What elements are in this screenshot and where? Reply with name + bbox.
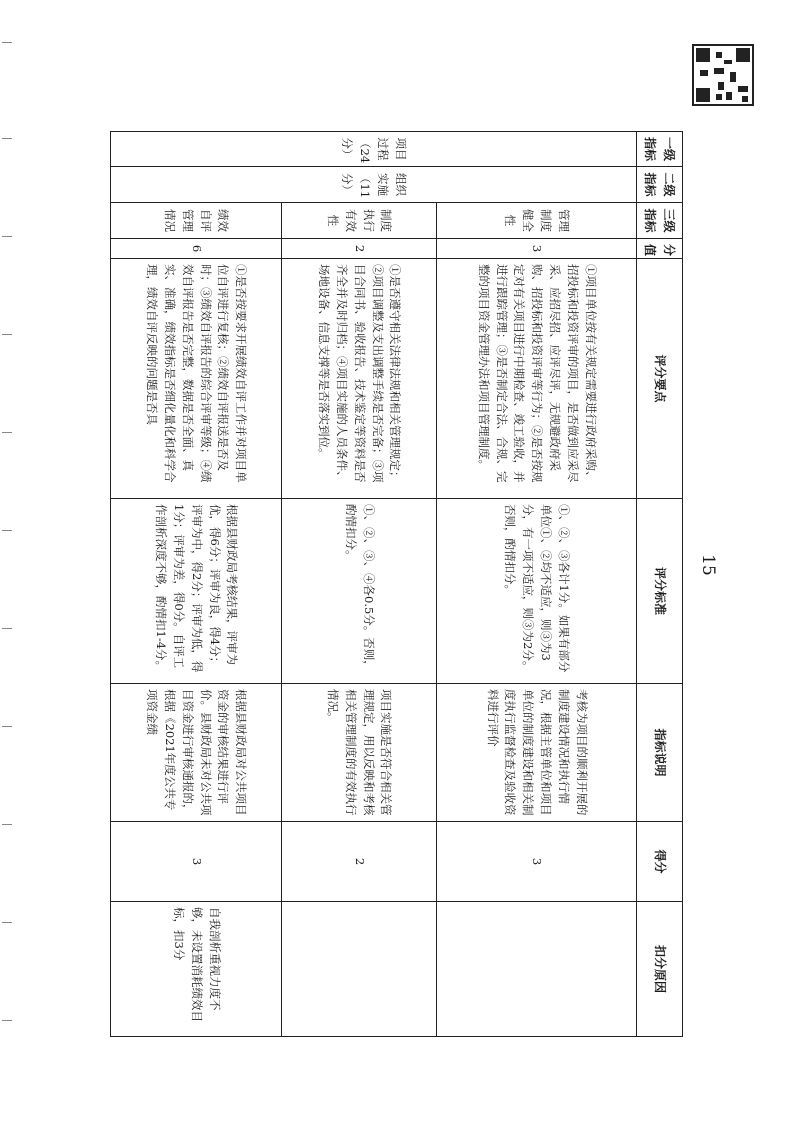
level3-cell: 制度执行有效性 [281,203,436,239]
header-level2: 二级指标 [636,167,682,203]
header-level3: 三级指标 [636,203,682,239]
points-cell: ①项目单位按有关规定需要进行政府采购、招投标和投资评审的项目，是否做到应采尽采、应招尽招、应评尽评，无规避政府采购、招投标和投资评审等行为；②是否按规定对有关项目进行中期检查、竣工验收，并进行跟踪管理；③是否制定合法、合规、完整的项目资金管理办法和项目管理制度。 [436,259,636,499]
description-cell: 项目实施是否符合相关管理规定，用以反映和考核相关管理制度的有效执行情况。 [281,684,436,822]
score-value-cell: 6 [110,239,281,259]
header-level1: 一级指标 [636,132,682,167]
evaluation-table [110,131,683,1037]
header-points: 评分要点 [636,259,682,499]
header-score-value: 分值 [636,239,682,259]
header-description: 指标说明 [636,684,682,822]
points-cell: ①是否按要求开展绩效自评工作并对项目单位自评进行复核；②绩效自评报送是否及时；③绩效自评报告的综合评审等级；④绩效自评报告是否完整，数据是否全面、真实、准确，绩效指标是否细化量化和科学合理，绩效自评反映的问题是否具 [110,259,281,499]
level1-cell: 项目过程（24分） [110,132,636,167]
binding-marks [0,0,14,1121]
header-row [636,132,682,1037]
standard-cell: ①、②、③、④各0.5分。否则，酌情扣分。 [281,499,436,684]
level2-cell: 组织实施（11分） [110,167,636,203]
reason-cell: 自我剖析重视力度不够，未设置消耗绩效目标，扣3分 [110,902,281,1037]
score-cell: 3 [436,822,636,902]
reason-cell [436,902,636,1037]
page-number: 15 [698,554,718,576]
points-cell: ①是否遵守相关法律法规和相关管理规定；②项目调整及支出调整手续是否完备；③项目合同书、验收报告、技术鉴定等资料是否齐全并及时归档；④项目实施的人员条件、场地设备、信息支撑等是否落实到位。 [281,259,436,499]
standard-cell: 根据县财政局考核结果，评审为优，得6分；评审为良，得4分；评审为中，得2分；评审为低，得1分；评审为差，得0分。自评工作剖析深度不够，酌情扣1-4分。 [110,499,281,684]
description-cell: 考核为项目的顺利开展的制度建设情况和执行情况，根据主管单位和项目单位的制度建设和相关制度执行监督检查及验收资料进行评价 [436,684,636,822]
score-cell: 2 [281,822,436,902]
rotated-table-wrapper [124,131,683,1036]
score-value-cell: 2 [281,239,436,259]
level3-cell: 管理制度健全性 [436,203,636,239]
score-value-cell: 3 [436,239,636,259]
header-standard: 评分标准 [636,499,682,684]
table-row [436,132,636,1037]
standard-cell: ①、②、③各计1分。如果有部分单位①、②均不适应，则③为3分，有一项不适应，则③为2分。否则，酌情扣分。 [436,499,636,684]
header-reason: 扣分原因 [636,902,682,1037]
table-row [281,132,436,1037]
level3-cell: 绩效自评管理情况 [110,203,281,239]
reason-cell [281,902,436,1037]
description-cell: 根据县财政局对公共项目资金的审核结果进行评价。县财政局未对公共项目资金进行审核通报的，根据《2021年度公共专项资金绩 [110,684,281,822]
header-score: 得分 [636,822,682,902]
table-row [110,132,281,1037]
score-cell: 3 [110,822,281,902]
qr-code [692,44,754,106]
